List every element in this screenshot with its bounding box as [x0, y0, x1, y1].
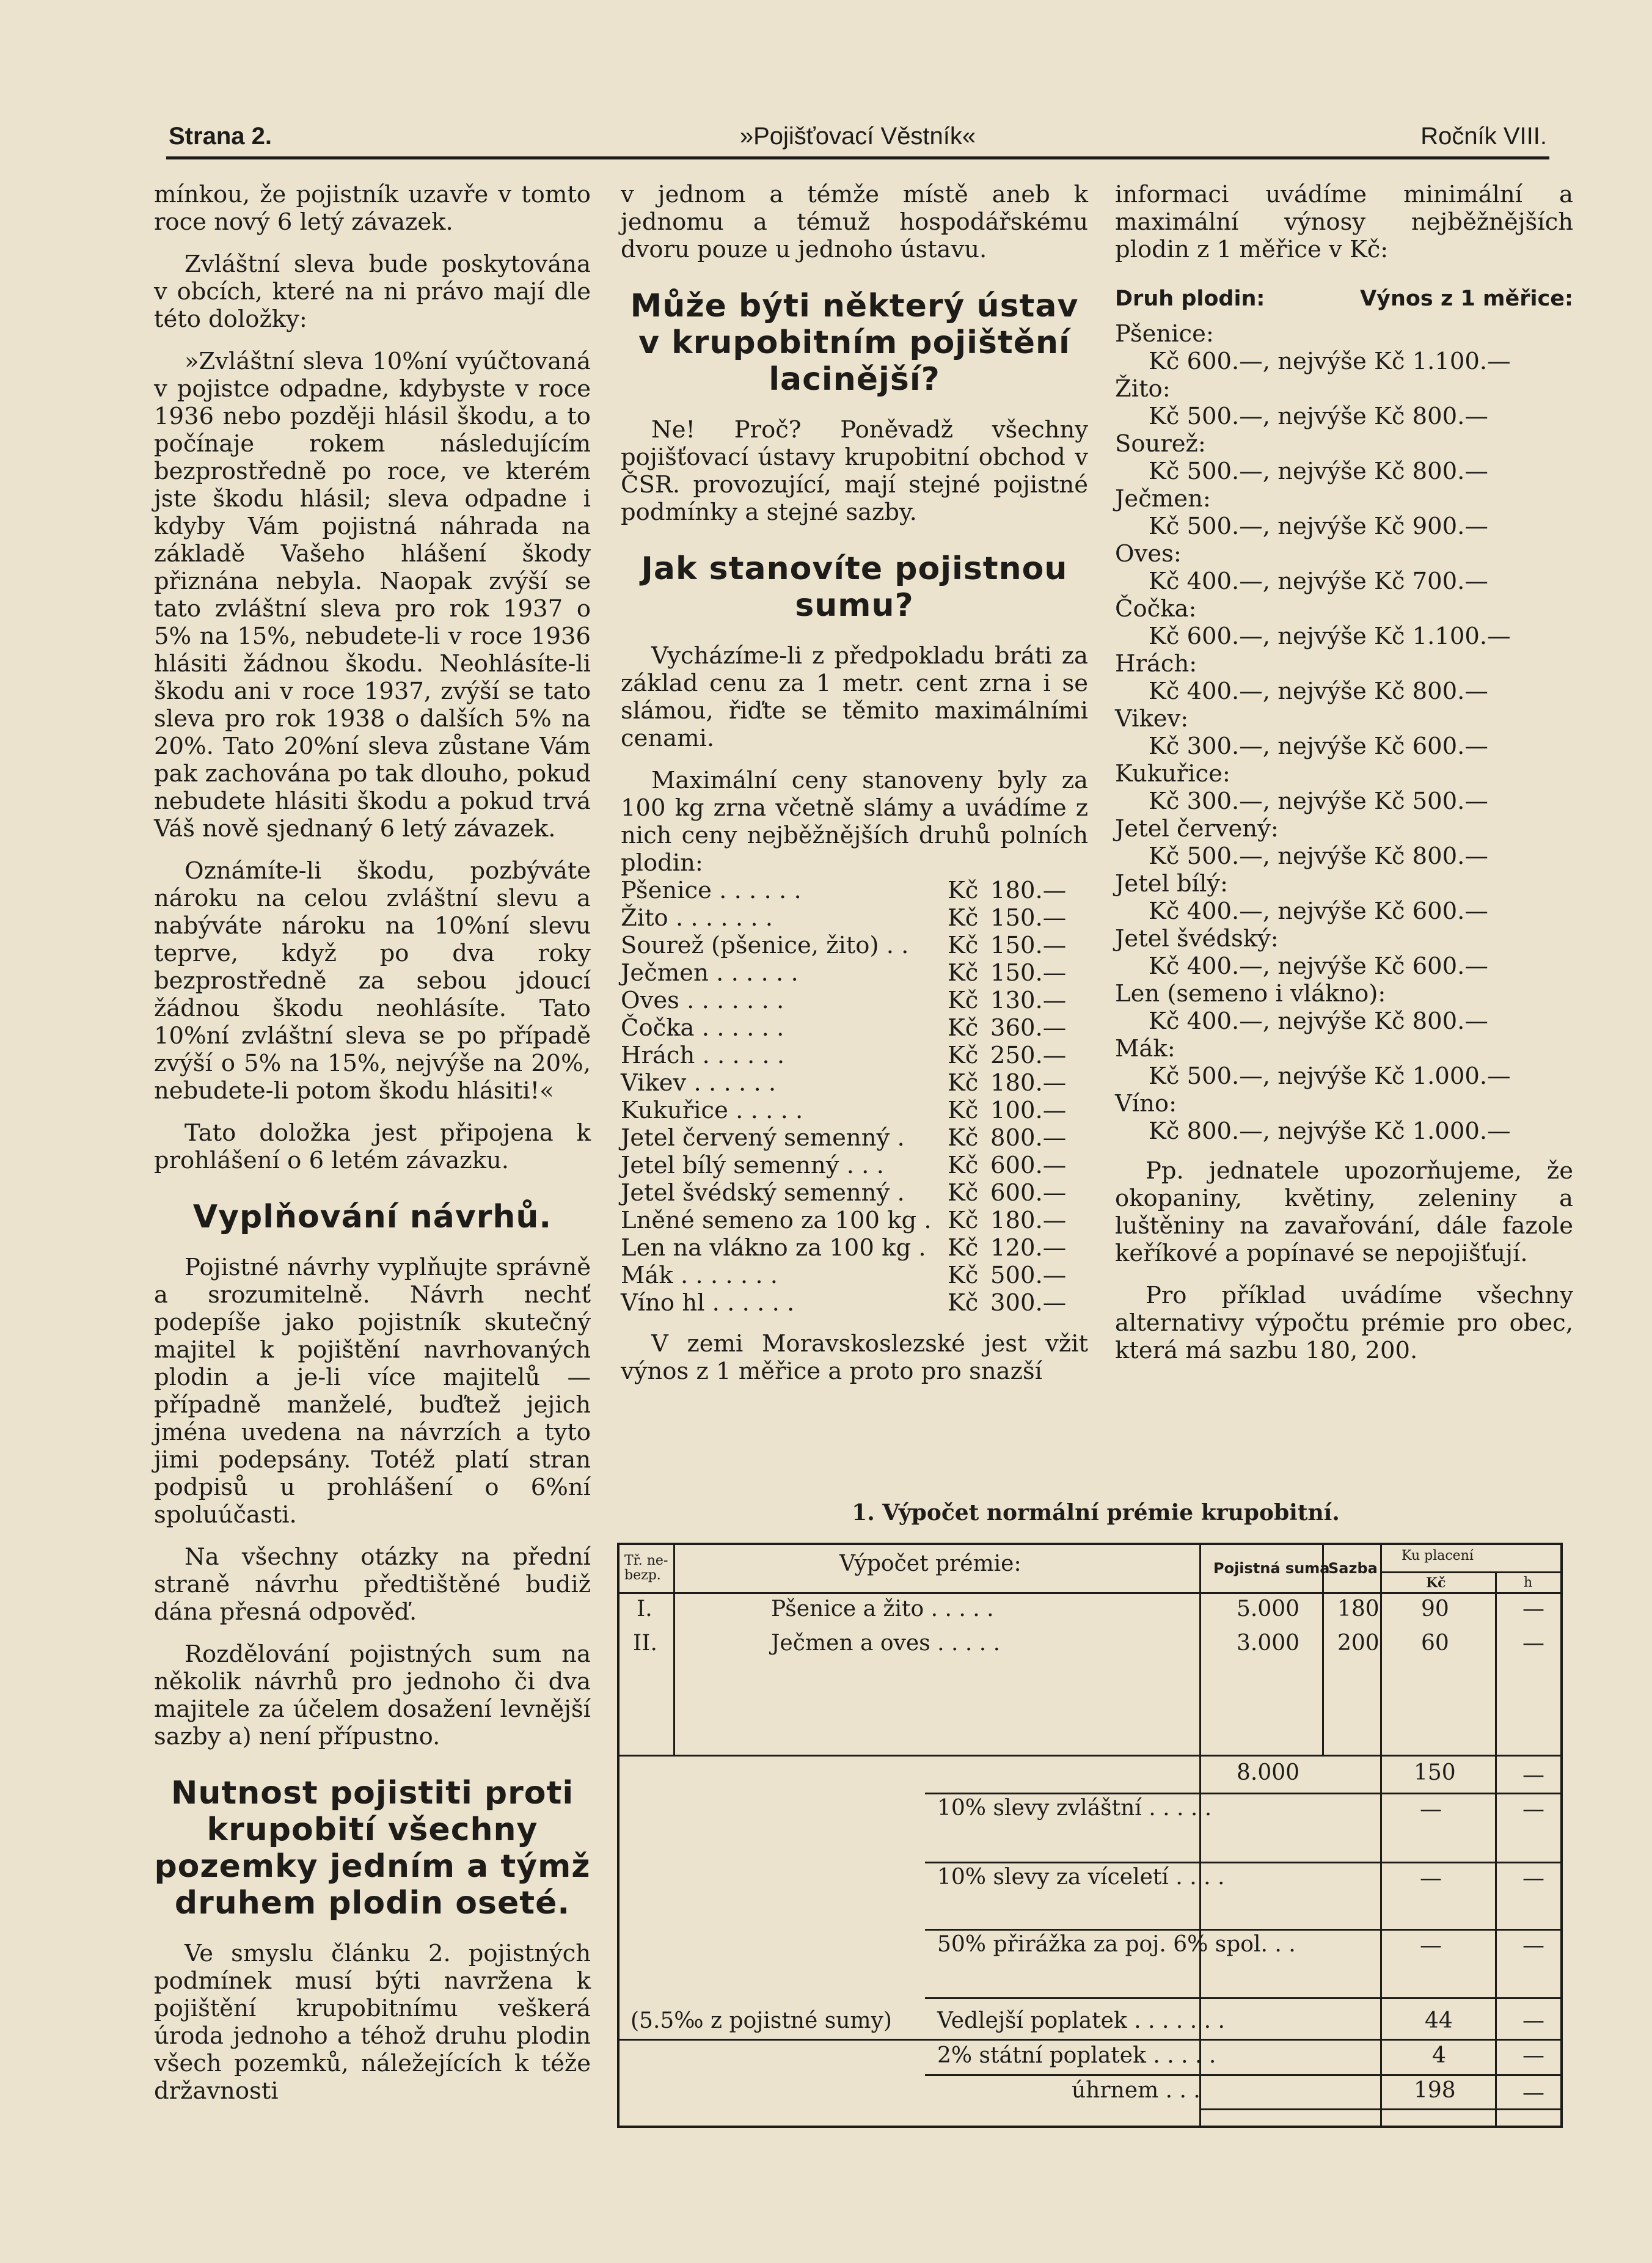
divider	[620, 2039, 1560, 2041]
paragraph: Oznámíte-li škodu, pozbýváte nároku na celou zvláštní slevu a nabýváte nároku na 10%ní slevu teprve, když po dva roky bezprostředně za sebou jdoucí žádnou škodu neohlásíte. Tato 10%ní zvláštní sleva se po případě zvýší o 5% na 15%, nejvýše na 20%, nebudete-li potom škodu hlásiti!«	[154, 857, 591, 1105]
column-header: Ku placení	[1402, 1548, 1474, 1563]
list-item: Jetel červený semenný . Kč 800.—	[621, 1124, 1067, 1152]
paragraph: v jednom a témže místě aneb k jednomu a témuž hospodářskému dvoru pouze u jednoho ústavu.	[621, 181, 1088, 263]
yield-value: Kč 400.—, nejvýše Kč 800.—	[1149, 1007, 1488, 1035]
crop-name: Pšenice:	[1115, 320, 1214, 348]
divider	[1495, 1573, 1497, 2126]
divider	[925, 1929, 1560, 1931]
yield-value: Kč 800.—, nejvýše Kč 1.000.—	[1149, 1117, 1511, 1145]
table-row-class: I.	[637, 1596, 652, 1621]
paragraph: Na všechny otázky na přední straně návrhu předtištěné budiž dána přesná odpověď.	[154, 1543, 591, 1626]
fee-h: —	[1522, 2008, 1544, 2033]
adjustment-h: —	[1522, 1933, 1544, 1958]
fee-note: (5.5‰ z pojistné sumy)	[630, 2008, 892, 2033]
divider	[620, 1592, 1560, 1594]
total-kc: 150	[1414, 1760, 1456, 1785]
volume-label: Ročník VIII.	[1420, 123, 1547, 150]
column-header: h	[1524, 1575, 1533, 1590]
yield-value: Kč 500.—, nejvýše Kč 900.—	[1149, 513, 1488, 540]
column-2	[621, 181, 1088, 1400]
yield-value: Kč 400.—, nejvýše Kč 600.—	[1149, 898, 1488, 925]
table-title: 1. Výpočet normální prémie krupobitní.	[852, 1500, 1340, 1526]
paragraph: Vycházíme-li z předpokladu bráti za základ cenu za 1 metr. cent zrna i se slámou, řiďte se těmito maximálními cenami.	[621, 642, 1088, 752]
yield-value: Kč 300.—, nejvýše Kč 600.—	[1149, 733, 1488, 760]
adjustment-label: 10% slevy zvláštní . . . . .	[937, 1796, 1212, 1821]
list-item: Jetel bílý semenný . . . Kč 600.—	[621, 1152, 1067, 1179]
list-item: Mák . . . . . . . Kč 500.—	[621, 1262, 1067, 1289]
list-item: Ječmen . . . . . . Kč 150.—	[621, 959, 1067, 987]
paragraph: Pojistné návrhy vyplňujte správně a srozumitelně. Návrh nechť podepíše jako pojistník skutečný majitel k pojištění navrhovaných plodin a je-li více majitelů — případně manželé, buďtež jejich jména uvedena na návrzích a tyto jimi podepsány. Totéž platí stran podpisů u prohlášení o 6%ní spoluúčasti.	[154, 1254, 591, 1529]
divider	[1199, 2108, 1560, 2110]
section-heading: Může býti některý ústav v krupobitním pojištění lacinější?	[630, 288, 1079, 398]
section-heading: Vyplňování návrhů.	[192, 1199, 552, 1235]
yield-list	[1115, 320, 1573, 1145]
grand-total-label: úhrnem . . .	[1072, 2078, 1201, 2103]
paragraph: informaci uvádíme minimální a maximální výnosy nejběžnějších plodin z 1 měřice v Kč:	[1115, 181, 1573, 263]
list-item: Kukuřice . . . . . Kč 100.—	[621, 1097, 1067, 1124]
premium-table	[617, 1543, 1563, 2128]
table-row-rate: 200	[1337, 1631, 1380, 1656]
yield-value: Kč 600.—, nejvýše Kč 1.100.—	[1149, 623, 1511, 650]
crop-name: Sourež:	[1115, 430, 1206, 458]
paragraph: V zemi Moravskoslezské jest vžit výnos z 1 měřice a proto pro snazší	[621, 1330, 1088, 1385]
fee-kc: 4	[1432, 2043, 1446, 2068]
journal-title: »Pojišťovací Věstník«	[739, 123, 976, 150]
list-item: Lněné semeno za 100 kg . Kč 180.—	[621, 1207, 1067, 1234]
list-item: Víno hl . . . . . . Kč 300.—	[621, 1289, 1067, 1317]
adjustment-label: 50% přirážka za poj. 6% spol. . .	[937, 1932, 1296, 1957]
column-header: Výpočet prémie:	[839, 1551, 1022, 1576]
paragraph: Zvláštní sleva bude poskytována v obcích, které na ni právo mají dle této doložky:	[154, 250, 591, 333]
crop-name: Jetel červený:	[1115, 815, 1279, 843]
crop-name: Kukuřice:	[1115, 760, 1230, 788]
yield-value: Kč 400.—, nejvýše Kč 800.—	[1149, 678, 1488, 705]
yield-value: Kč 400.—, nejvýše Kč 600.—	[1149, 952, 1488, 980]
grand-total-h: —	[1522, 2080, 1544, 2105]
table-row-crop: Pšenice a žito . . . . .	[771, 1596, 994, 1621]
yield-table-header	[1115, 285, 1573, 313]
list-item: Vikev . . . . . . Kč 180.—	[621, 1069, 1067, 1097]
paragraph: Ne! Proč? Poněvadž všechny pojišťovací ústavy krupobitní obchod v ČSR. provozující, mají stejné pojistné podmínky a stejné sazby.	[621, 416, 1088, 526]
section-heading: Nutnost pojistiti proti krupobití všechny pozemky jedním a týmž druhem plodin oseté.	[154, 1775, 591, 1921]
list-item: Jetel švédský semenný . Kč 600.—	[621, 1179, 1067, 1207]
column-header: Pojistná suma	[1213, 1560, 1330, 1577]
list-item: Sourež (pšenice, žito) . . Kč 150.—	[621, 932, 1067, 959]
fee-h: —	[1522, 2043, 1544, 2068]
yield-value: Kč 500.—, nejvýše Kč 800.—	[1149, 843, 1488, 870]
paragraph: Pp. jednatele upozorňujeme, že okopaniny, květiny, zeleniny a luštěniny na zavařování, dále fazole keříkové a popínavé se nepojišťují.	[1115, 1157, 1573, 1267]
adjustment-kc: —	[1420, 1866, 1442, 1891]
list-item: Čočka . . . . . . Kč 360.—	[621, 1014, 1067, 1042]
page-header	[166, 108, 1549, 159]
list-item: Pšenice . . . . . . Kč 180.—	[621, 877, 1067, 904]
yield-value: Kč 600.—, nejvýše Kč 1.100.—	[1149, 348, 1511, 375]
crop-name: Víno:	[1115, 1090, 1177, 1117]
total-sum: 8.000	[1237, 1760, 1300, 1785]
table-row-class: II.	[633, 1631, 657, 1656]
divider	[673, 1545, 675, 1756]
page-number: Strana 2.	[169, 123, 272, 150]
total-h: —	[1522, 1763, 1544, 1788]
price-list	[621, 877, 1088, 1317]
crop-name: Jetel švédský:	[1115, 925, 1279, 952]
yield-value: Kč 300.—, nejvýše Kč 500.—	[1149, 788, 1488, 815]
table-row-kc: 90	[1421, 1596, 1449, 1621]
column-header: Kč	[1426, 1575, 1446, 1591]
adjustment-kc: —	[1420, 1933, 1442, 1958]
crop-name: Oves:	[1115, 540, 1182, 568]
column-header: Druh plodin:	[1115, 287, 1265, 311]
list-item: Oves . . . . . . . Kč 130.—	[621, 987, 1067, 1014]
crop-name: Žito:	[1115, 375, 1171, 403]
fee-label: 2% státní poplatek . . . . .	[937, 2043, 1216, 2068]
table-row-crop: Ječmen a oves . . . . .	[771, 1631, 1001, 1656]
column-1	[154, 181, 591, 2119]
grand-total-kc: 198	[1414, 2078, 1456, 2103]
yield-value: Kč 400.—, nejvýše Kč 700.—	[1149, 568, 1488, 595]
divider	[925, 1997, 1560, 1999]
paragraph: Tato doložka jest připojena k prohlášení o 6 letém závazku.	[154, 1119, 591, 1174]
paragraph: Maximální ceny stanoveny byly za 100 kg zrna včetně slámy a uvádíme z nich ceny nejběžnějších druhů polních plodin:	[621, 767, 1088, 877]
adjustment-kc: —	[1420, 1797, 1442, 1822]
column-header: Sazba	[1328, 1560, 1378, 1577]
list-item: Hrách . . . . . . Kč 250.—	[621, 1042, 1067, 1069]
divider	[925, 1862, 1560, 1863]
crop-name: Hrách:	[1115, 650, 1197, 678]
crop-name: Jetel bílý:	[1115, 870, 1229, 898]
adjustment-h: —	[1522, 1866, 1544, 1891]
divider	[620, 1755, 1560, 1757]
fee-label: Vedlejší poplatek . . . . . . .	[937, 2008, 1225, 2033]
table-row-rate: 180	[1337, 1596, 1380, 1621]
adjustment-label: 10% slevy za víceletí . . . .	[937, 1865, 1225, 1890]
paragraph: Pro příklad uvádíme všechny alternativy výpočtu prémie pro obec, která má sazbu 180, 200.	[1115, 1282, 1573, 1364]
fee-kc: 44	[1425, 2008, 1453, 2033]
table-row-h: —	[1522, 1596, 1544, 1621]
crop-name: Len (semeno i vlákno):	[1115, 980, 1386, 1007]
clause-quote: »Zvláštní sleva 10%ní vyúčtovaná v pojistce odpadne, kdybyste v roce 1936 nebo později hlásil škodu, a to počínaje rokem následujícím bezprostředně po roce, ve kterém jste škodu hlásil; sleva odpadne i kdyby Vám pojistná náhrada na základě Vašeho hlášení škody přiznána nebyla. Naopak zvýší se tato zvláštní sleva pro rok 1937 o 5% na 15%, nebudete-li v roce 1936 hlásiti žádnou škodu. Neohlásíte-li škodu ani v roce 1937, zvýší se tato sleva pro rok 1938 o dalších 5% na 20%. Tato 20%ní sleva zůstane Vám pak zachována po tak dlouho, pokud nebudete hlásiti škodu a pokud trvá Váš nově sjednaný 6 letý závazek.	[154, 348, 591, 843]
table-row-sum: 3.000	[1237, 1631, 1300, 1656]
column-header: Tř. ne- bezp.	[624, 1553, 668, 1583]
paragraph: Rozdělování pojistných sum na několik návrhů pro jednoho či dva majitele za účelem dosažení levnější sazby a) není přípustno.	[154, 1640, 591, 1750]
yield-value: Kč 500.—, nejvýše Kč 800.—	[1149, 403, 1488, 430]
yield-value: Kč 500.—, nejvýše Kč 1.000.—	[1149, 1062, 1511, 1090]
paragraph: mínkou, že pojistník uzavře v tomto roce nový 6 letý závazek.	[154, 181, 591, 236]
divider	[1380, 1571, 1560, 1573]
crop-name: Ječmen:	[1115, 485, 1211, 513]
adjustment-h: —	[1522, 1797, 1544, 1822]
table-row-kc: 60	[1421, 1631, 1449, 1656]
section-heading: Jak stanovíte pojistnou sumu?	[641, 550, 1068, 624]
paragraph: Ve smyslu článku 2. pojistných podmínek musí býti navržena k pojištění krupobitnímu veškerá úroda jednoho a téhož druhu plodin všech pozemků, náležejících k téže državnosti	[154, 1940, 591, 2105]
divider	[925, 1793, 1560, 1794]
list-item: Len na vlákno za 100 kg . Kč 120.—	[621, 1234, 1067, 1262]
divider	[925, 2074, 1560, 2076]
column-header: Výnos z 1 měřice:	[1360, 287, 1573, 311]
yield-value: Kč 500.—, nejvýše Kč 800.—	[1149, 458, 1488, 485]
crop-name: Mák:	[1115, 1035, 1175, 1062]
list-item: Žito . . . . . . . Kč 150.—	[621, 904, 1067, 932]
table-row-h: —	[1522, 1631, 1544, 1656]
column-3	[1115, 181, 1573, 1379]
table-row-sum: 5.000	[1237, 1596, 1300, 1621]
crop-name: Vikev:	[1115, 705, 1189, 733]
crop-name: Čočka:	[1115, 595, 1197, 623]
